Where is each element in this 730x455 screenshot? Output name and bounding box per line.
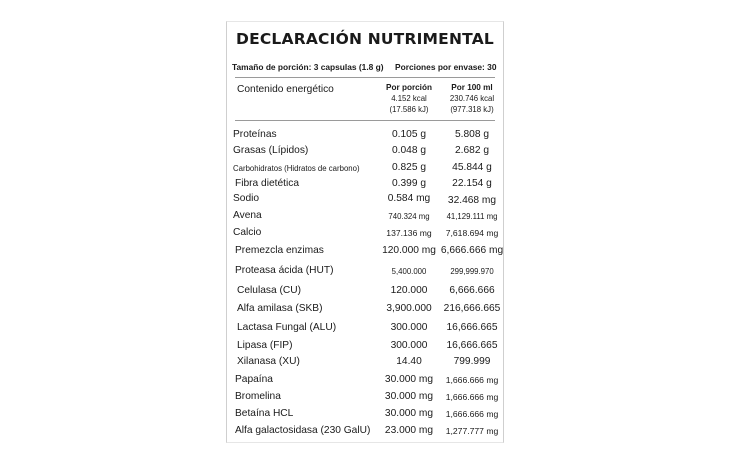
per-100ml-value: 6,666.666 — [449, 285, 495, 296]
table-row — [227, 408, 503, 422]
table-row — [227, 145, 503, 159]
nutrient-name: Grasas (Lípidos) — [233, 145, 309, 156]
table-row — [227, 265, 503, 279]
nutrient-name: Sodio — [233, 193, 260, 204]
per-serving-value: 3,900.000 — [386, 303, 432, 314]
per-serving-value: 120.000 mg — [382, 245, 436, 256]
per-serving-value: 740.324 mg — [388, 212, 430, 221]
per-100ml-value: 16,666.665 — [446, 340, 498, 351]
table-row — [227, 193, 503, 207]
table-row — [227, 178, 503, 192]
per-serving-value: 0.399 g — [392, 178, 426, 189]
serving-info — [232, 62, 500, 72]
per-serving-header: Por porción — [386, 83, 432, 92]
nutrient-name: Papaína — [235, 374, 273, 385]
nutrient-name: Betaína HCL — [235, 408, 294, 419]
per-serving-value: 0.048 g — [392, 145, 426, 156]
table-row — [227, 356, 503, 370]
serving-size: Tamaño de porción: 3 capsulas (1.8 g) — [232, 62, 384, 72]
per-100ml-value: 41,129.111 mg — [446, 212, 498, 221]
nutrient-name: Fibra dietética — [235, 178, 299, 189]
column-header-per-serving — [373, 82, 445, 115]
table-row — [227, 129, 503, 143]
energy-label: Contenido energético — [237, 84, 334, 95]
per-serving-value: 120.000 — [390, 285, 428, 296]
per-100ml-value: 1,277.777 mg — [445, 426, 499, 436]
per-100ml-value: 32.468 mg — [447, 195, 497, 206]
per-serving-value: 300.000 — [390, 340, 428, 351]
nutrient-name: Proteasa ácida (HUT) — [235, 265, 334, 276]
nutrient-name: Carbohidratos (Hidratos de carbono) — [233, 164, 360, 173]
table-row — [227, 210, 503, 224]
nutrient-name: Alfa galactosidasa (230 GalU) — [235, 425, 371, 436]
nutrient-name: Lactasa Fungal (ALU) — [237, 322, 337, 333]
per-serving-value: 137.136 mg — [386, 228, 432, 238]
table-row — [227, 322, 503, 336]
energy-kcal-per-100ml: 230.746 kcal — [449, 94, 495, 103]
table-row — [227, 285, 503, 299]
table-row — [227, 425, 503, 439]
nutrient-name: Lipasa (FIP) — [237, 340, 293, 351]
per-serving-value: 23.000 mg — [384, 425, 434, 436]
energy-kj-per-serving: (17.586 kJ) — [389, 105, 429, 114]
per-serving-value: 300.000 — [390, 322, 428, 333]
column-header-per-100ml — [436, 82, 508, 115]
table-row — [227, 227, 503, 241]
table-row — [227, 391, 503, 405]
energy-kj-per-100ml: (977.318 kJ) — [450, 105, 494, 114]
per-100ml-value: 45.844 g — [452, 162, 492, 173]
servings-per-container: Porciones por envase: 30 — [395, 62, 497, 72]
nutrient-name: Celulasa (CU) — [237, 285, 301, 296]
nutrient-name: Xilanasa (XU) — [237, 356, 300, 367]
nutrition-facts-panel — [226, 21, 504, 443]
per-serving-value: 0.105 g — [392, 129, 426, 140]
per-100ml-header: Por 100 ml — [451, 83, 493, 92]
per-100ml-value: 6,666.666 mg — [440, 245, 504, 256]
nutrient-name: Calcio — [233, 227, 262, 238]
table-row — [227, 340, 503, 354]
nutrient-name: Bromelina — [235, 391, 281, 402]
per-100ml-value: 16,666.665 — [446, 322, 498, 333]
per-100ml-value: 1,666.666 mg — [445, 375, 499, 385]
per-100ml-value: 799.999 — [453, 356, 491, 367]
per-100ml-value: 299,999.970 — [450, 267, 494, 276]
nutrient-name: Avena — [233, 210, 262, 221]
per-serving-value: 30.000 mg — [384, 391, 434, 402]
table-row — [227, 162, 503, 176]
per-serving-value: 30.000 mg — [384, 374, 434, 385]
divider — [235, 77, 495, 78]
per-serving-value: 0.584 mg — [387, 193, 431, 204]
per-100ml-value: 1,666.666 mg — [445, 392, 499, 402]
per-100ml-value: 216,666.665 — [443, 303, 501, 314]
table-row — [227, 374, 503, 388]
per-100ml-value: 2.682 g — [455, 145, 489, 156]
per-100ml-value: 22.154 g — [452, 178, 492, 189]
nutrient-name: Proteínas — [233, 129, 277, 140]
per-serving-value: 5,400.000 — [391, 267, 427, 276]
panel-title: DECLARACIÓN NUTRIMENTAL — [236, 30, 494, 48]
nutrient-name: Alfa amilasa (SKB) — [237, 303, 323, 314]
per-serving-value: 0.825 g — [392, 162, 426, 173]
energy-kcal-per-serving: 4.152 kcal — [391, 94, 427, 103]
nutrient-name: Premezcla enzimas — [235, 245, 324, 256]
per-100ml-value: 1,666.666 mg — [445, 409, 499, 419]
per-serving-value: 14.40 — [396, 356, 422, 367]
per-serving-value: 30.000 mg — [384, 408, 434, 419]
table-row — [227, 303, 503, 317]
table-row — [227, 245, 503, 259]
divider — [235, 120, 495, 121]
per-100ml-value: 7,618.694 mg — [445, 228, 499, 238]
per-100ml-value: 5.808 g — [455, 129, 489, 140]
